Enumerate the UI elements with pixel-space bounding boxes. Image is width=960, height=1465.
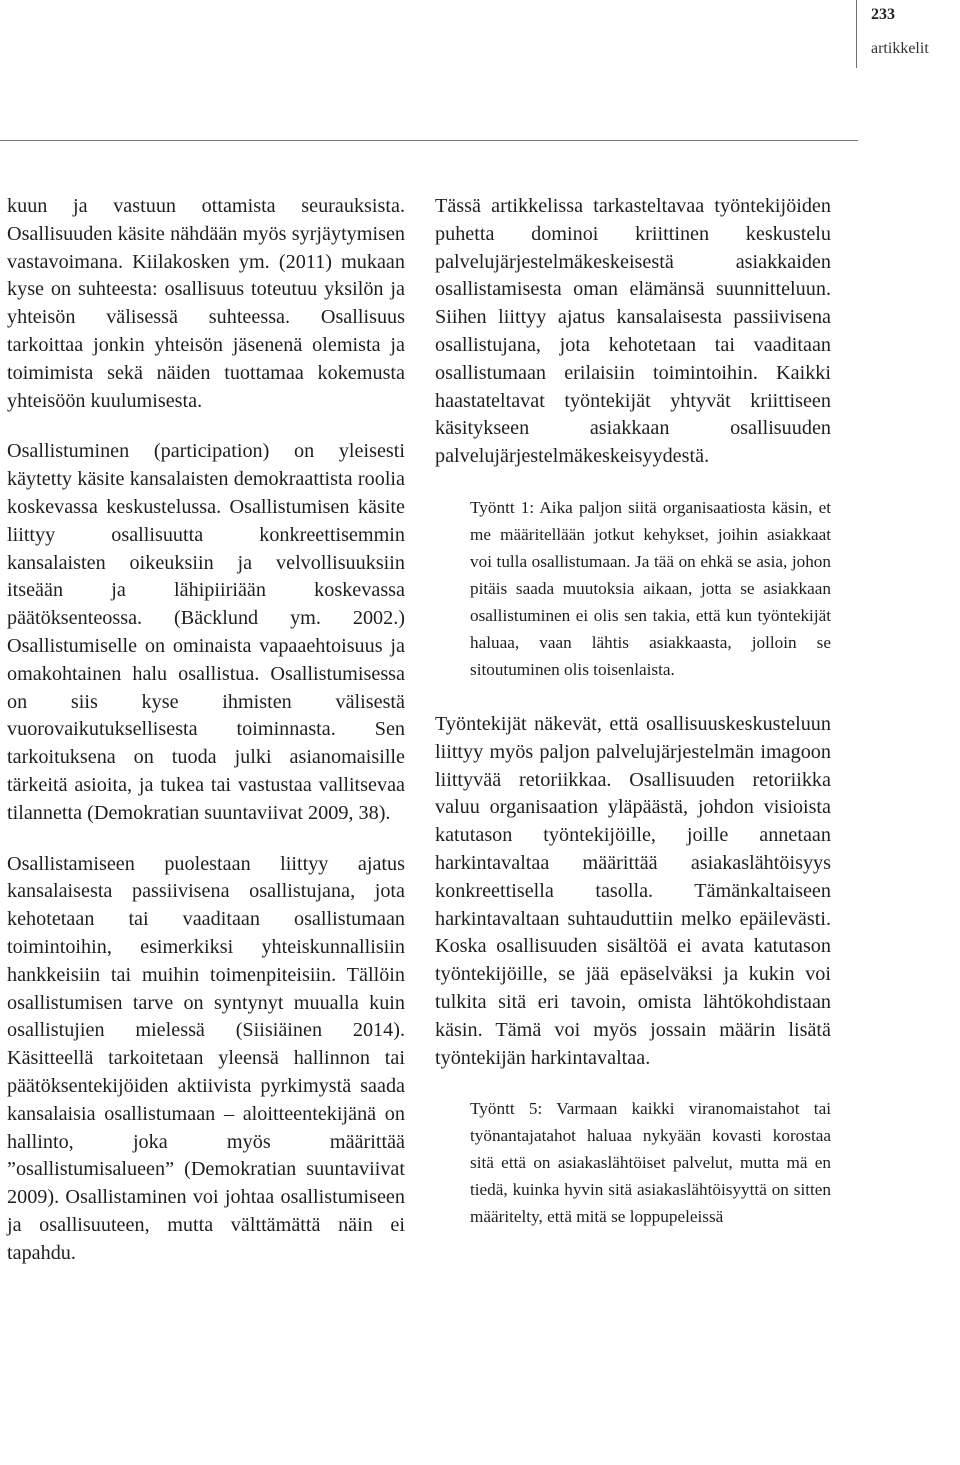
paragraph-rhetoric: Työntekijät näkevät, että osallisuuskeskusteluun liittyy myös paljon palvelujärjestelmän imagoon liittyvää retoriikkaa. Osallisuuden retoriikka valuu organisaation yläpäästä, johdon visioista katutason työntekijöille, joille annetaan harkintavaltaa määrittää asiakaslähtöisyys konkreettisella tasolla. Tämänkaltaiseen harkintavaltaan suhtauduttiin melko epäilevästi. Koska osallisuuden sisältöä ei avata katutason työntekijöille, se jää epäselväksi ja kukin voi tulkita sitä eri tavoin, omista lähtökohdistaan käsin. Tämä voi myös jossain määrin lisätä työntekijän harkintavaltaa.: [435, 712, 831, 1069]
paragraph-osallistaminen: Osallistamiseen puolestaan liittyy ajatus kansalaisesta passiivisena osallistujana, jota kehotetaan tai vaaditaan osallistumaan toimintoihin, esimerkiksi yhteiskunnallisiin hankkeisiin tai muihin toimenpiteisiin. Tällöin osallistumisen tarve on syntynyt muualla kuin osallistujien mielessä (Siisiäinen 2014). Käsitteellä tarkoitetaan yleensä hallinnon tai päätöksentekijöiden aktiivista pyrkimystä saada kansalaisia osallistumaan – aloitteentekijänä on hallinto, joka myös määrittää ”osallistumisalueen” (Demokratian suuntaviivat 2009). Osallistaminen voi johtaa osallistumiseen ja osallisuuteen, mutta välttämättä näin ei tapahdu.: [7, 852, 405, 1264]
interview-quote-5: Työntt 5: Varmaan kaikki viranomaistahot tai työnantajatahot haluaa nykyään kovasti korostaa sitä että on asiakaslähtöiset palvelut, mutta mä en tiedä, kuinka hyvin sitä asiakaslähtöisyyttä on sitten määritelty, että mitä se loppupeleissä: [470, 1099, 831, 1227]
page-header: [856, 0, 960, 68]
header-divider: [0, 140, 858, 141]
paragraph-article-focus: Tässä artikkelissa tarkasteltavaa työntekijöiden puhetta dominoi kriittinen keskustelu palvelujärjestelmäkeskeisestä asiakkaiden osallistamisesta oman elämänsä suunnitteluun. Siihen liittyy ajatus kansalaisesta passiivisena osallistujana, jota kehotetaan tai vaaditaan osallistumaan erilaisiin toimintoihin. Kaikki haastateltavat työntekijät yhtyvät kriittiseen käsitykseen asiakkaan osallisuuden palvelujärjestelmäkeskeisyydestä.: [435, 195, 831, 468]
page-number: 233: [871, 6, 895, 23]
left-column: [7, 193, 405, 1290]
interview-quote-1: Työntt 1: Aika paljon siitä organisaatiosta käsin, et me määritellään jotkut kehykset, joihin asiakkaat voi tulla osallistumaan. Ja tää on ehkä se asia, johon pitäis saada muutoksia aikaan, jotta se asiakkaan osallistuminen ei olis sen takia, että kun työntekijät haluaa, vaan lähtis asiakkaasta, jolloin se sitoutuminen olis toisenlaista.: [470, 497, 831, 679]
paragraph-osallistuminen: Osallistuminen (participation) on yleisesti käytetty käsite kansalaisten demokraattista roolia koskevassa keskustelussa. Osallistumisen käsite liittyy osallisuutta konkreettisemmin kansalaisten oikeuksiin ja velvollisuuksiin itseään ja lähipiiriään koskevassa päätöksenteossa. (Bäcklund ym. 2002.) Osallistumiselle on ominaista vapaaehtoisuus ja omakohtainen halu osallistua. Osallistumisessa on siis kyse ihmisten välisestä vuorovaikutuksellisesta toiminnasta. Sen tarkoituksena on tuoda julki asianomaisille tärkeitä asioita, ja tukea tai vastustaa vallitsevaa tilannetta (Demokratian suuntaviivat 2009, 38).: [7, 440, 405, 824]
paragraph-osallisuus: kuun ja vastuun ottamista seurauksista. Osallisuuden käsite nähdään myös syrjäytymisen vastavoimana. Kiilakosken ym. (2011) mukaan kyse on suhteesta: osallisuus toteutuu yksilön ja yhteisön välisessä suhteessa. Osallisuus tarkoittaa jonkin yhteisön jäsenenä olemista ja toimimista sekä näiden tuottamaa kokemusta yhteisöön kuulumisesta.: [7, 195, 405, 412]
right-column: [435, 193, 831, 1253]
section-label: artikkelit: [871, 40, 929, 57]
